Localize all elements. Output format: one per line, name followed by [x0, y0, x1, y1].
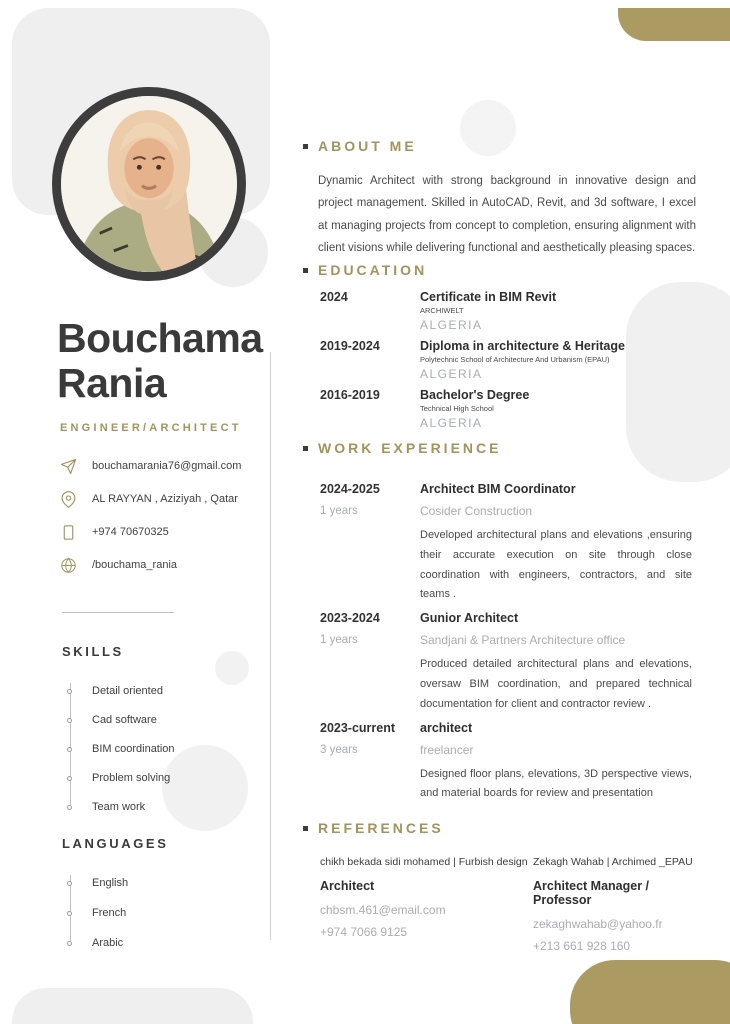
education-details — [420, 290, 698, 332]
education-school: ARCHIWELT — [420, 306, 464, 315]
reference-role: Architect — [320, 879, 375, 893]
deco-rounded-rect-bottom-left — [12, 988, 253, 1024]
education-location: ALGERIA — [420, 367, 483, 381]
experience-right-col — [420, 482, 698, 605]
skill-item — [92, 768, 175, 788]
experience-left-col — [320, 482, 420, 605]
experience-heading: WORK EXPERIENCE — [318, 440, 502, 456]
experience-heading-row — [303, 440, 698, 456]
experience-description: Produced detailed architectural plans and elevations, oversaw BIM coordination, and prepared technical documentation for client and contractor review . — [420, 658, 692, 710]
skill-label: Detail oriented — [92, 685, 163, 697]
language-label: French — [92, 907, 127, 919]
skill-label: Cad software — [92, 714, 157, 726]
timeline-dot-icon — [67, 689, 72, 694]
experience-entry — [320, 721, 698, 805]
language-item — [92, 873, 168, 893]
deco-gold-bar-top-right — [618, 8, 730, 41]
last-name: Rania — [57, 360, 167, 407]
experience-duration: 1 years — [320, 634, 358, 647]
education-entry — [320, 339, 698, 381]
avatar-illustration — [61, 96, 237, 272]
experience-right-col — [420, 721, 698, 805]
education-heading-row — [303, 262, 698, 278]
skill-item — [92, 681, 175, 701]
timeline-dot-icon — [67, 941, 72, 946]
contact-website-value: /bouchama_rania — [92, 559, 178, 571]
about-text: Dynamic Architect with strong background in innovative design and project management. Skilled in AutoCAD, Revit, and 3d software, I excel at managing projects from concept to completion, ensuring alignment with client visions while delivering functional and aesthetically pleasing spaces. — [318, 175, 696, 255]
skills-heading: SKILLS — [62, 644, 124, 659]
smartphone-icon — [60, 524, 77, 541]
deco-circle-skills-large — [162, 745, 248, 831]
education-degree: Certificate in BIM Revit — [420, 290, 557, 304]
deco-gold-rect-bottom-right — [570, 960, 730, 1024]
contact-email — [60, 456, 241, 476]
reference-phone: +974 7066 9125 — [320, 925, 408, 939]
about-heading: ABOUT ME — [318, 138, 417, 154]
skill-item — [92, 797, 175, 817]
skill-label: Team work — [92, 801, 146, 813]
experience-left-col — [320, 611, 420, 714]
experience-section — [303, 440, 698, 810]
references-grid — [320, 856, 698, 953]
skill-item — [92, 739, 175, 759]
experience-entry — [320, 482, 698, 605]
send-icon — [60, 458, 77, 475]
experience-left-col — [320, 721, 420, 805]
experience-title: Architect BIM Coordinator — [420, 482, 576, 496]
square-bullet-icon — [303, 268, 308, 273]
reference-card — [533, 856, 698, 953]
contact-location-value: AL RAYYAN , Aziziyah , Qatar — [92, 493, 238, 505]
language-label: English — [92, 877, 129, 889]
languages-list — [62, 873, 168, 953]
vertical-divider — [270, 352, 271, 940]
references-heading-row — [303, 820, 698, 836]
language-item — [92, 933, 168, 953]
sidebar-divider — [62, 612, 174, 613]
contact-website — [60, 555, 241, 575]
education-school: Polytechnic School of Architecture And Urbanism (EPAU) — [420, 355, 610, 364]
education-degree: Diploma in architecture & Heritage — [420, 339, 625, 353]
experience-duration: 3 years — [320, 743, 358, 756]
experience-period: 2024-2025 — [320, 482, 380, 496]
skill-item — [92, 710, 175, 730]
reference-email: zekaghwahab@yahoo.fr — [533, 917, 663, 931]
skill-label: BIM coordination — [92, 743, 175, 755]
education-list — [320, 290, 698, 430]
experience-company: freelancer — [420, 742, 474, 757]
skills-section — [62, 644, 175, 826]
references-section — [303, 820, 698, 953]
experience-period: 2023-2024 — [320, 611, 380, 626]
contact-email-value: bouchamarania76@gmail.com — [92, 460, 242, 472]
education-degree: Bachelor's Degree — [420, 388, 530, 402]
about-section — [303, 138, 698, 260]
experience-list — [320, 482, 698, 804]
language-label: Arabic — [92, 937, 124, 949]
about-heading-row — [303, 138, 698, 154]
experience-company: Cosider Construction — [420, 504, 533, 518]
reference-role: Architect Manager / Professor — [533, 879, 650, 907]
skills-list — [62, 681, 175, 817]
contact-list — [60, 456, 241, 588]
references-heading: REFERENCES — [318, 820, 444, 836]
job-title: ENGINEER/ARCHITECT — [60, 422, 242, 434]
experience-duration: 1 years — [320, 505, 358, 517]
education-entry — [320, 290, 698, 332]
skill-label: Problem solving — [92, 772, 171, 784]
experience-title: architect — [420, 720, 473, 735]
education-section — [303, 262, 698, 437]
contact-location — [60, 489, 241, 509]
languages-section — [62, 836, 168, 963]
reference-phone: +213 661 928 160 — [533, 939, 631, 953]
profile-photo — [52, 87, 246, 281]
square-bullet-icon — [303, 826, 308, 831]
experience-description: Developed architectural plans and elevations ,ensuring their accurate execution on site through close coordination with engineers, contractors, and site teams . — [420, 529, 692, 601]
experience-company: Sandjani & Partners Architecture office — [420, 633, 626, 648]
education-details — [420, 339, 698, 381]
experience-description: Designed floor plans, elevations, 3D perspective views, and material boards for review and presentation — [420, 767, 692, 800]
reference-name: Zekagh Wahab | Archimed _EPAU — [533, 856, 693, 868]
deco-circle-skills-small — [215, 651, 249, 685]
timeline-dot-icon — [67, 805, 72, 810]
education-location: ALGERIA — [420, 416, 483, 430]
experience-title: Gunior Architect — [420, 611, 519, 626]
globe-icon — [60, 557, 77, 574]
timeline-dot-icon — [67, 718, 72, 723]
education-period: 2024 — [320, 290, 348, 304]
square-bullet-icon — [303, 446, 308, 451]
education-location: ALGERIA — [420, 318, 483, 332]
education-details — [420, 388, 698, 430]
reference-email: chbsm.461@email.com — [320, 903, 446, 917]
person-name — [57, 316, 263, 406]
reference-card — [320, 856, 533, 953]
first-name: Bouchama — [57, 315, 263, 361]
contact-phone-value: +974 70670325 — [92, 526, 169, 538]
timeline-dot-icon — [67, 747, 72, 752]
square-bullet-icon — [303, 144, 308, 149]
education-heading: EDUCATION — [318, 262, 428, 278]
language-item — [92, 903, 168, 923]
timeline-dot-icon — [67, 881, 72, 886]
languages-heading: LANGUAGES — [62, 836, 169, 851]
education-school: Technical High School — [420, 404, 494, 413]
experience-period: 2023-current — [320, 720, 396, 735]
timeline-dot-icon — [67, 911, 72, 916]
experience-right-col — [420, 611, 698, 714]
map-pin-icon — [60, 491, 77, 508]
education-period: 2016-2019 — [320, 388, 380, 402]
contact-phone — [60, 522, 241, 542]
education-period: 2019-2024 — [320, 339, 380, 353]
reference-name: chikh bekada sidi mohamed | Furbish design — [320, 856, 528, 868]
timeline-dot-icon — [67, 776, 72, 781]
experience-entry — [320, 611, 698, 714]
education-entry — [320, 388, 698, 430]
